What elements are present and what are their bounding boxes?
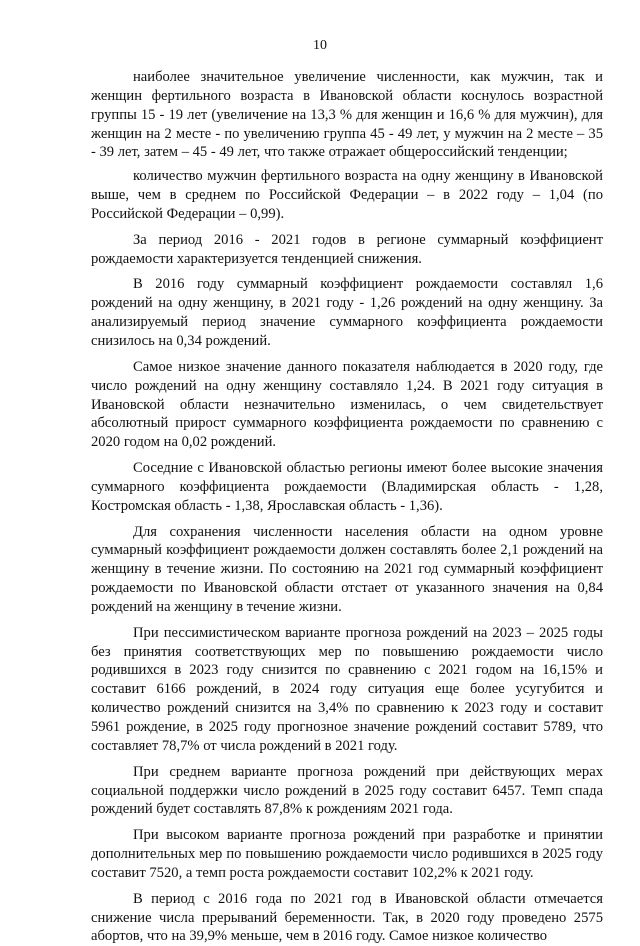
- paragraph: Соседние с Ивановской областью регионы имеют более высокие значения суммарного коэффициента рождаемости (Владимирская область - 1,28, Костромская область - 1,38, Ярославская область - 1,36).: [91, 460, 603, 514]
- paragraph: При пессимистическом варианте прогноза рождений на 2023 – 2025 годы без принятия соответствующих мер по повышению рождаемости число родившихся в 2023 году снизится по сравнению с 2021 годом на 16,15% и составит 6166 рождений, в 2024 году ситуация еще более усугубится и количество рождений снизится на 3,4% по сравнению к 2023 году и составит 5961 рождение, в 2025 году прогнозное значение рождений составит 5789, что составляет 78,7% от числа рождений в 2021 году.: [91, 624, 603, 754]
- paragraph: При высоком варианте прогноза рождений при разработке и принятии дополнительных мер по повышению рождаемости число родившихся в 2025 году составит 7520, а темп роста рождаемости составит 102,2% к 2021 году.: [91, 827, 603, 881]
- document-body: [91, 68, 603, 946]
- paragraph: За период 2016 - 2021 годов в регионе суммарный коэффициент рождаемости характеризуется тенденцией снижения.: [91, 231, 603, 267]
- paragraph: количество мужчин фертильного возраста на одну женщину в Ивановской выше, чем в среднем по Российской Федерации – в 2022 году – 1,04 (по Российской Федерации – 0,99).: [91, 168, 603, 222]
- paragraph: наиболее значительное увеличение численности, как мужчин, так и женщин фертильного возраста в Ивановской области коснулось возрастной группы 15 - 19 лет (увеличение на 13,3 % для женщин и 16,6 % для мужчин), для женщин на 2 месте - по увеличению группа 45 - 49 лет, у мужчин на 2 месте – 35 - 39 лет, затем – 45 - 49 лет, что также отражает общероссийский тенденции;: [91, 69, 603, 161]
- paragraph: При среднем варианте прогноза рождений при действующих мерах социальной поддержки число рождений в 2025 году составит 6457. Темп спада рождений будет составлять 87,8% к рождениям 2021 года.: [91, 763, 603, 818]
- paragraph: В период с 2016 года по 2021 год в Ивановской области отмечается снижение числа прерываний беременности. Так, в 2020 году проведено 2575 абортов, что на 39,9% меньше, чем в 2016 году. Самое низкое количество: [91, 890, 603, 945]
- paragraph: Для сохранения численности населения области на одном уровне суммарный коэффициент рождаемости должен составлять более 2,1 рождений на женщину в течение жизни. По состоянию на 2021 год суммарный коэффициент рождаемости по Ивановской области отстает от указанного значения на 0,84 рождений на женщину в течение жизни.: [91, 523, 603, 615]
- page-number: 10: [313, 38, 327, 53]
- paragraph: Самое низкое значение данного показателя наблюдается в 2020 году, где число рождений на одну женщину составляло 1,24. В 2021 году ситуация в Ивановской области незначительно изменилась, о чем свидетельствует абсолютный прирост суммарного коэффициента рождаемости по сравнению с 2020 годом на 0,02 рождений.: [91, 358, 603, 451]
- paragraph: В 2016 году суммарный коэффициент рождаемости составлял 1,6 рождений на одну женщину, в 2021 году - 1,26 рождений на одну женщину. За анализируемый период значение суммарного коэффициента рождаемости снизилось на 0,34 рождений.: [91, 276, 603, 349]
